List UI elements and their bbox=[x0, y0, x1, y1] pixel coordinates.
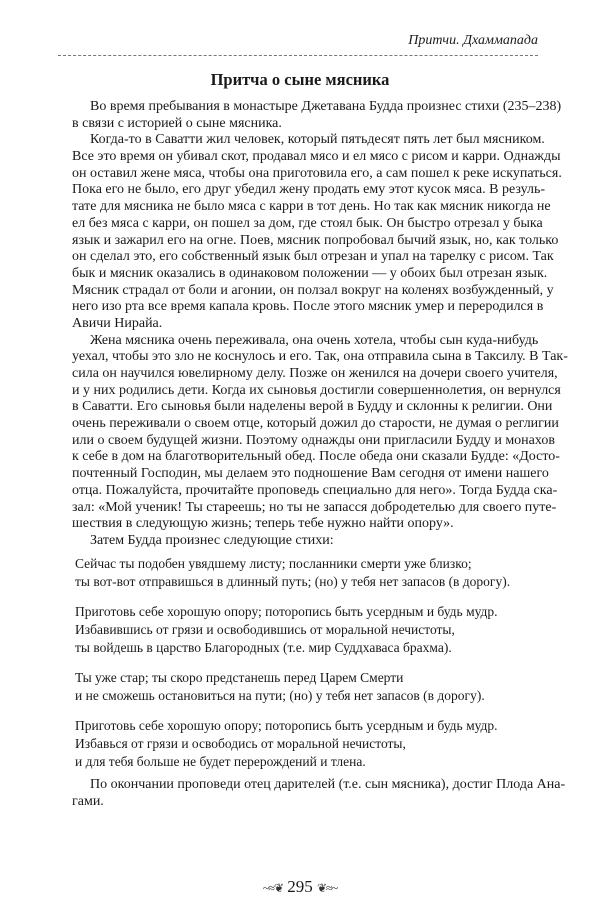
ornament-right-icon: ❦≈~ bbox=[317, 881, 338, 896]
text-line: Затем Будда произнес следующие стихи: bbox=[90, 532, 334, 548]
paragraph bbox=[72, 132, 562, 332]
text-line: Мясник страдал от боли и агонии, он ползал вокруг на коленях возбужденный, у bbox=[72, 282, 554, 298]
text-line: отца. Пожалуйста, прочитайте проповедь специально для него». Тогда Будда ска- bbox=[72, 482, 558, 498]
verse-line: Ты уже стар; ты скоро предстанешь перед Царем Смерти bbox=[75, 670, 404, 685]
text-line: ел без мяса с карри, он пошел за дом, где стоял бык. Он быстро отрезал у быка bbox=[72, 215, 543, 231]
header-rule bbox=[58, 55, 538, 56]
text-line: почтенный Господин, мы делаем это подношение Вам сегодня от имени нашего bbox=[72, 466, 549, 482]
text-line: него изо рта все время капала кровь. После этого мясник умер и переродился в bbox=[72, 299, 544, 315]
text-line: в связи с историей о сыне мясника. bbox=[72, 115, 282, 131]
text-line: бык и мясник оказались в одинаковом положении — у обоих был отрезан язык. bbox=[72, 265, 548, 281]
text-line: По окончании проповеди отец дарителей (т.е. сын мясника), достиг Плода Ана- bbox=[90, 777, 566, 792]
text-line: язык и зажарил его на огне. Поев, мясник попробовал бычий язык, но, как только bbox=[72, 232, 559, 248]
final-paragraph bbox=[72, 777, 566, 810]
text-line: в Саватти. Его сыновья были наделены верой в Будду и склонны к религии. Они bbox=[72, 399, 553, 415]
poem-stanza bbox=[75, 669, 510, 705]
paragraph bbox=[72, 332, 568, 533]
verse-line: Избавившись от грязи и освободившись от моральной нечистоты, bbox=[75, 622, 455, 637]
text-line: уехал, чтобы это зло не коснулось и его. Так, она отправила сына в Таксилу. В Так- bbox=[72, 349, 568, 365]
verse-line: ты войдешь в царство Благородных (т.е. мир Суддхаваса брахма). bbox=[75, 640, 452, 655]
poem-stanza bbox=[75, 555, 510, 591]
page-footer bbox=[0, 876, 600, 899]
verse-line: ты вот-вот отправишься в длинный путь; (но) у тебя нет запасов (в дорогу). bbox=[75, 574, 511, 589]
text-line: Жена мясника очень переживала, она очень хотела, чтобы сын куда-нибудь bbox=[90, 332, 539, 348]
text-line: он оставил жене мяса, чтобы она приготовила его, а сам пошел к реке искупаться. bbox=[72, 165, 562, 181]
page-title: Притча о сыне мясника bbox=[210, 70, 390, 89]
text-line: сила он научился ювелирному делу. Позже он женился на дочери своего учителя, bbox=[72, 366, 558, 381]
verse-line: Сейчас ты подобен увядшему листу; посланники смерти уже близко; bbox=[75, 556, 472, 571]
body-text bbox=[72, 99, 568, 550]
page-number: 295 bbox=[287, 877, 313, 896]
verse-line: Избавься от грязи и освободись от моральной нечистоты, bbox=[75, 736, 406, 751]
text-line: гами. bbox=[72, 793, 104, 809]
paragraph bbox=[72, 777, 566, 810]
text-line: к себе в дом на благотворительный обед. После обеда они сказали Будде: «Досто- bbox=[72, 449, 560, 465]
ornament-left-icon: ~≈❦ bbox=[262, 881, 283, 896]
text-line: Пока его не было, его друг убедил жену продать ему этот кусок мяса. В резуль- bbox=[72, 182, 546, 198]
text-line: Авичи Нирайа. bbox=[72, 315, 163, 331]
verse-line: и для тебя больше не будет перерождений и тлена. bbox=[75, 754, 366, 769]
verse-line: Приготовь себе хорошую опору; поторопись быть усердным и будь мудр. bbox=[75, 718, 498, 733]
verse-line: Приготовь себе хорошую опору; поторопись быть усердным и будь мудр. bbox=[75, 604, 498, 619]
running-header: Притчи. Дхаммапада bbox=[408, 33, 538, 48]
text-line: Все это время он убивал скот, продавал мясо и ел мясо с рисом и карри. Однажды bbox=[72, 149, 561, 165]
paragraph bbox=[72, 99, 562, 132]
text-line: тате для мясника не было мяса с карри в тот день. Но так как мясник никогда не bbox=[72, 199, 551, 215]
text-line: или о своем будущей жизни. Поэтому однажды они пригласили Будду и монахов bbox=[72, 432, 555, 448]
text-line: очень переживали о своем отце, который дожил до старости, не думая о реглигии bbox=[72, 416, 559, 432]
text-line: Во время пребывания в монастыре Джетавана Будда произнес стихи (235–238) bbox=[90, 99, 562, 114]
poem-verses bbox=[75, 555, 510, 783]
text-line: и у них родились дети. Когда их сыновья достигли совершеннолетия, он вернулся bbox=[72, 382, 561, 398]
verse-line: и не сможешь остановиться на пути; (но) у тебя нет запасов (в дорогу). bbox=[75, 688, 485, 703]
text-line: он сделал это, его собственный язык был отрезан и упал на тарелку с рисом. Так bbox=[72, 249, 554, 265]
text-line: шествия в следующую жизнь; теперь тебе нужно найти опору». bbox=[72, 516, 454, 532]
poem-stanza bbox=[75, 603, 510, 657]
text-line: зал: «Мой ученик! Ты стареешь; но ты не запасся добродетелью для своего путе- bbox=[72, 499, 557, 515]
paragraph bbox=[72, 533, 538, 550]
text-line: Когда-то в Саватти жил человек, который пятьдесят пять лет был мясником. bbox=[90, 132, 545, 148]
poem-stanza bbox=[75, 717, 510, 771]
